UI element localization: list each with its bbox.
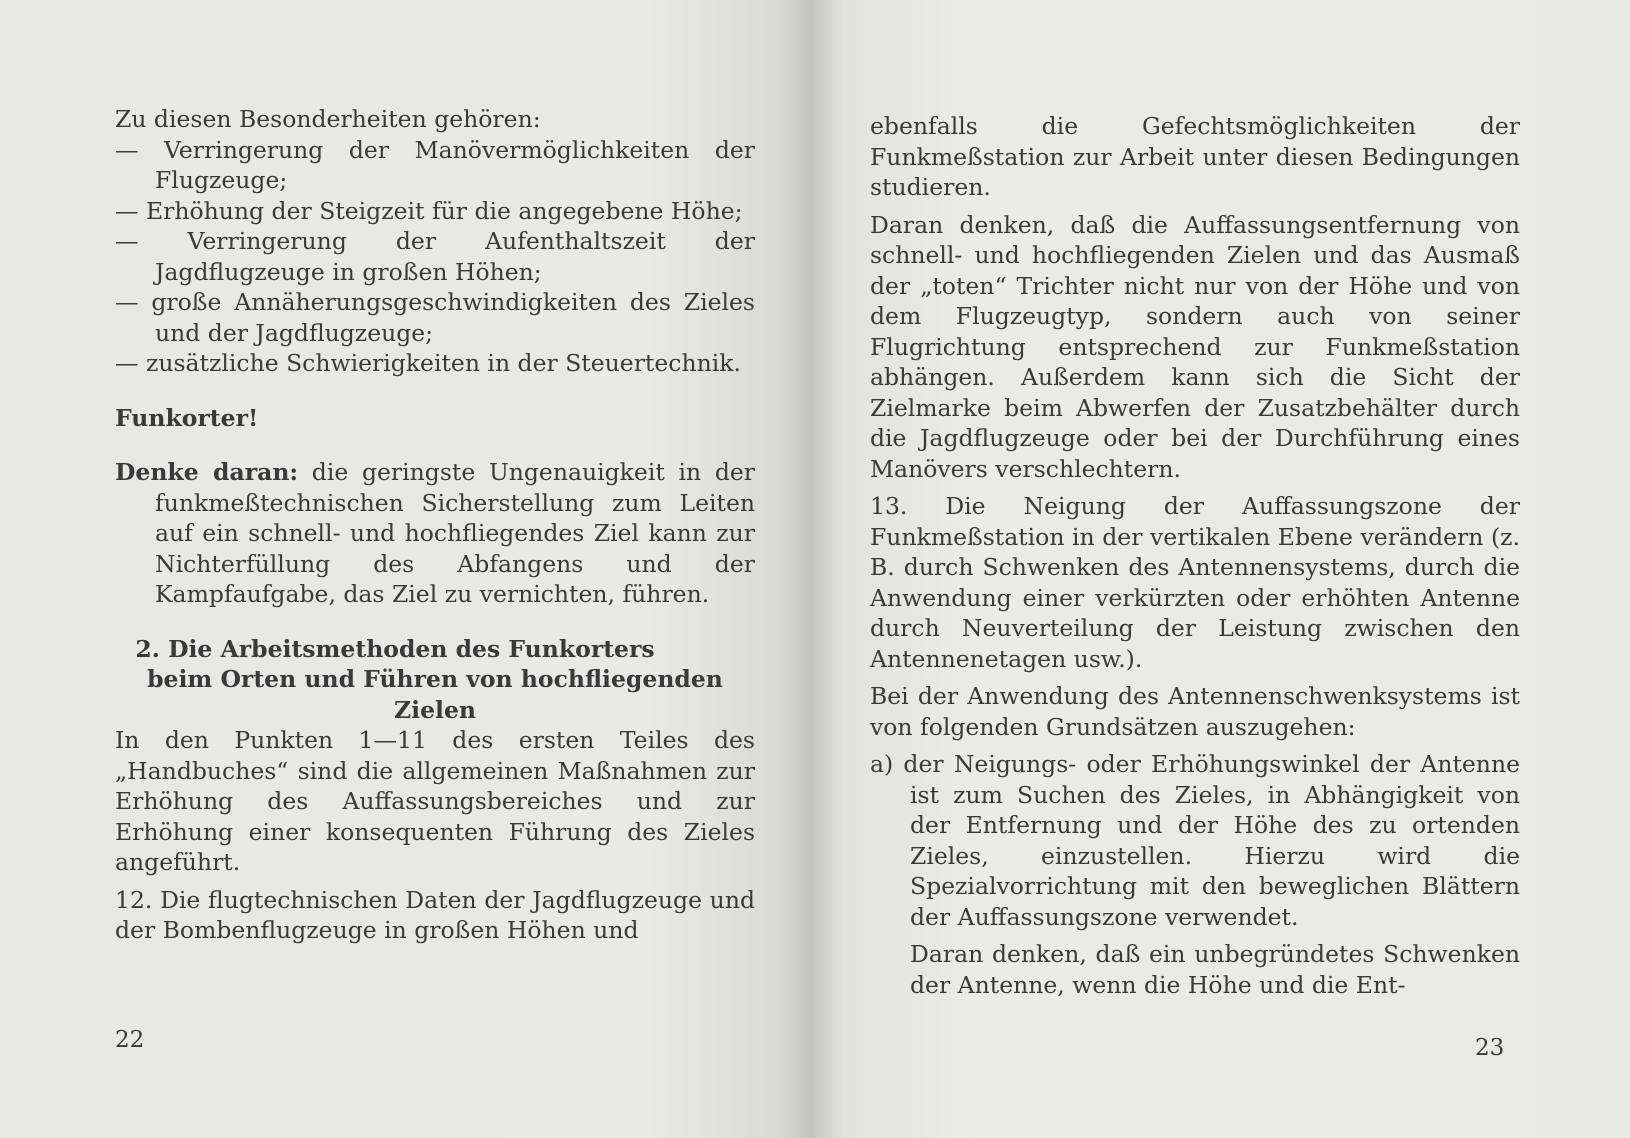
section-heading-line: beim Orten und Führen von hochfliegenden Zielen [147,665,723,724]
right-text-column [870,111,1520,1000]
list-item: — Verringerung der Aufenthaltszeit der Jagdflugzeuge in großen Höhen; [115,227,755,286]
paragraph: Daran denken, daß ein unbegründetes Schwenken der Antenne, wenn die Höhe und die Ent- [910,940,1520,999]
left-text-column [115,104,755,946]
list-item: — große Annäherungsgeschwindigkeiten des Zieles und der Jagdflugzeuge; [115,288,755,347]
intro-line: Zu diesen Besonderheiten gehören: [115,105,541,133]
right-page [812,0,1630,1138]
section-heading-line: 2. Die Arbeitsmethoden des Funkorters [135,634,655,663]
paragraph: 13. Die Neigung der Auffassungszone der Funkmeßstation in der vertikalen Ebene verändern (z. B. durch Schwenken des Antennensystems, durch die Anwendung einer verkürzten oder erhöhten Antenne durch Neuverteilung der Leistung zwischen den Antennenetagen usw.). [870,492,1520,673]
list-item: a) der Neigungs- oder Erhöhungswinkel der Antenne ist zum Suchen des Zieles, in Abhängigkeit von der Entfernung und der Höhe des zu ortenden Zieles, einzustellen. Hierzu wird die Spezialvorrichtung mit den beweglichen Blättern der Auffassungszone verwendet. [870,750,1520,931]
paragraph: ebenfalls die Gefechtsmöglichkeiten der Funkmeßstation zur Arbeit unter diesen Bedingungen studieren. [870,112,1520,201]
note-label: Denke daran: [115,458,299,486]
list-item: — Erhöhung der Steigzeit für die angegebene Höhe; [115,196,743,225]
list-item: — Verringerung der Manövermöglichkeiten der Flugzeuge; [115,135,755,194]
note-text: die geringste Ungenauigkeit in der funkmeßtechnischen Sicherstellung zum Leiten auf ein schnell- und hochfliegendes Ziel kann zur Nichterfüllung des Abfangens und der Kampfaufgabe, das Ziel zu vernichten, führen. [155,458,755,608]
paragraph: Daran denken, daß die Auffassungsentfernung von schnell- und hochfliegenden Zielen und das Ausmaß der „toten“ Trichter nicht nur von der Höhe und von dem Flugzeugtyp, sondern auch von seiner Flugrichtung entsprechend zur Funkmeßstation abhängen. Außerdem kann sich die Sicht der Zielmarke beim Abwerfen der Zusatzbehälter durch die Jagdflugzeuge oder bei der Durchführung eines Manövers verschlechtern. [870,210,1520,483]
paragraph: 12. Die flugtechnischen Daten der Jagdflugzeuge und der Bombenflugzeuge in großen Höhen und [115,885,755,944]
left-page [0,0,812,1138]
callout-heading: Funkorter! [115,403,259,432]
page-number: 23 [1475,1035,1505,1061]
paragraph: In den Punkten 1—11 des ersten Teiles des „Handbuches“ sind die allgemeinen Maßnahmen zur Erhöhung des Auffassungsbereiches und zur Erhöhung einer konsequenten Führung des Zieles angeführt. [115,726,755,876]
paragraph: Bei der Anwendung des Antennenschwenksystems ist von folgenden Grundsätzen auszugehen: [870,682,1520,741]
section-heading [115,634,755,726]
list-item: — zusätzliche Schwierigkeiten in der Steuertechnik. [115,349,741,377]
page-number: 22 [115,1027,145,1053]
note-paragraph [115,457,755,610]
